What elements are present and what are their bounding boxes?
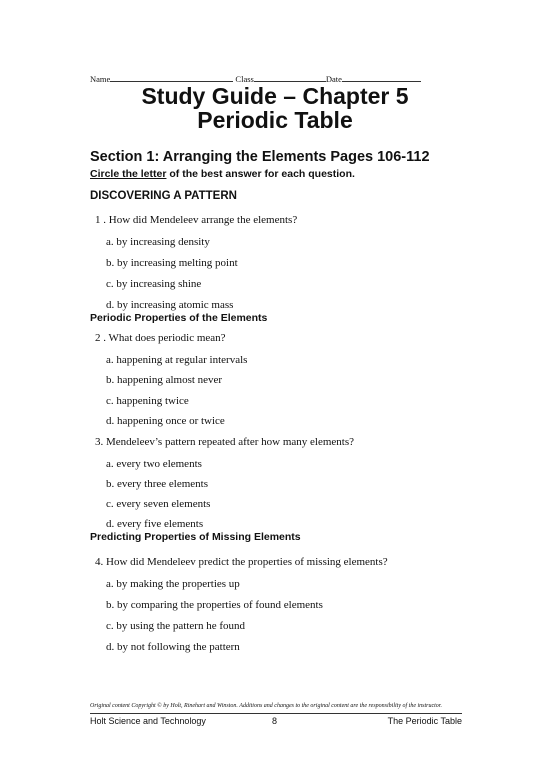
question-1-choice-a: a. by increasing density: [106, 236, 210, 248]
question-4-choice-a: a. by making the properties up: [106, 578, 240, 590]
class-label: Class: [235, 74, 254, 84]
question-2-choice-c: c. happening twice: [106, 395, 189, 407]
footer-chapter-title: The Periodic Table: [387, 716, 462, 726]
question-3-choice-d: d. every five elements: [106, 518, 204, 530]
question-1-choice-c: c. by increasing shine: [106, 278, 202, 290]
instruction-underlined: Circle the letter: [90, 168, 167, 180]
class-blank: [254, 73, 326, 82]
page-title-line-1: Study Guide – Chapter 5: [141, 83, 409, 109]
question-1-number: 1: [95, 214, 101, 226]
question-1-choice-d: d. by increasing atomic mass: [106, 299, 234, 311]
section-heading: Section 1: Arranging the Elements Pages 106-112: [90, 149, 430, 165]
question-3-choice-a: a. every two elements: [106, 458, 202, 470]
question-4-choice-b: b. by comparing the properties of found elements: [106, 599, 323, 611]
question-1-text: . How did Mendeleev arrange the elements?: [103, 214, 298, 226]
question-4-text: How did Mendeleev predict the properties of missing elements?: [106, 556, 388, 568]
footer-divider: [90, 713, 462, 714]
question-2-choice-a: a. happening at regular intervals: [106, 354, 248, 366]
question-3-choice-c: c. every seven elements: [106, 498, 211, 510]
question-2-choice-b: b. happening almost never: [106, 374, 223, 386]
question-3-text: Mendeleev’s pattern repeated after how many elements?: [106, 436, 354, 448]
instructions: [90, 168, 355, 180]
date-blank: [342, 73, 421, 82]
subhead-periodic-properties: Periodic Properties of the Elements: [90, 312, 268, 324]
question-2-text: . What does periodic mean?: [103, 332, 226, 344]
question-4-choice-c: c. by using the pattern he found: [106, 620, 245, 632]
question-3-number: 3.: [95, 436, 104, 448]
subhead-discovering: DISCOVERING A PATTERN: [90, 190, 237, 202]
page-title-line-2: Periodic Table: [197, 107, 353, 133]
question-3: [95, 436, 354, 448]
question-4-number: 4.: [95, 556, 104, 568]
question-2: [95, 332, 226, 344]
question-2-choice-d: d. happening once or twice: [106, 415, 225, 427]
name-label: Name: [90, 74, 111, 84]
question-4: [95, 556, 388, 568]
instruction-rest: of the best answer for each question.: [166, 168, 355, 180]
footer-page-number: 8: [272, 716, 278, 726]
question-2-number: 2: [95, 332, 101, 344]
footer-publisher: Holt Science and Technology: [90, 716, 206, 726]
date-label: Date: [325, 74, 342, 84]
question-3-choice-b: b. every three elements: [106, 478, 209, 490]
question-1-choice-b: b. by increasing melting point: [106, 257, 238, 269]
question-4-choice-d: d. by not following the pattern: [106, 641, 240, 653]
question-1: [95, 214, 297, 226]
name-blank: [110, 73, 233, 82]
copyright-notice: Original content Copyright © by Holt, Rinehart and Winston. Additions and changes to the original content are the responsibility of the instructor.: [90, 703, 442, 709]
subhead-predicting: Predicting Properties of Missing Elements: [90, 531, 301, 543]
